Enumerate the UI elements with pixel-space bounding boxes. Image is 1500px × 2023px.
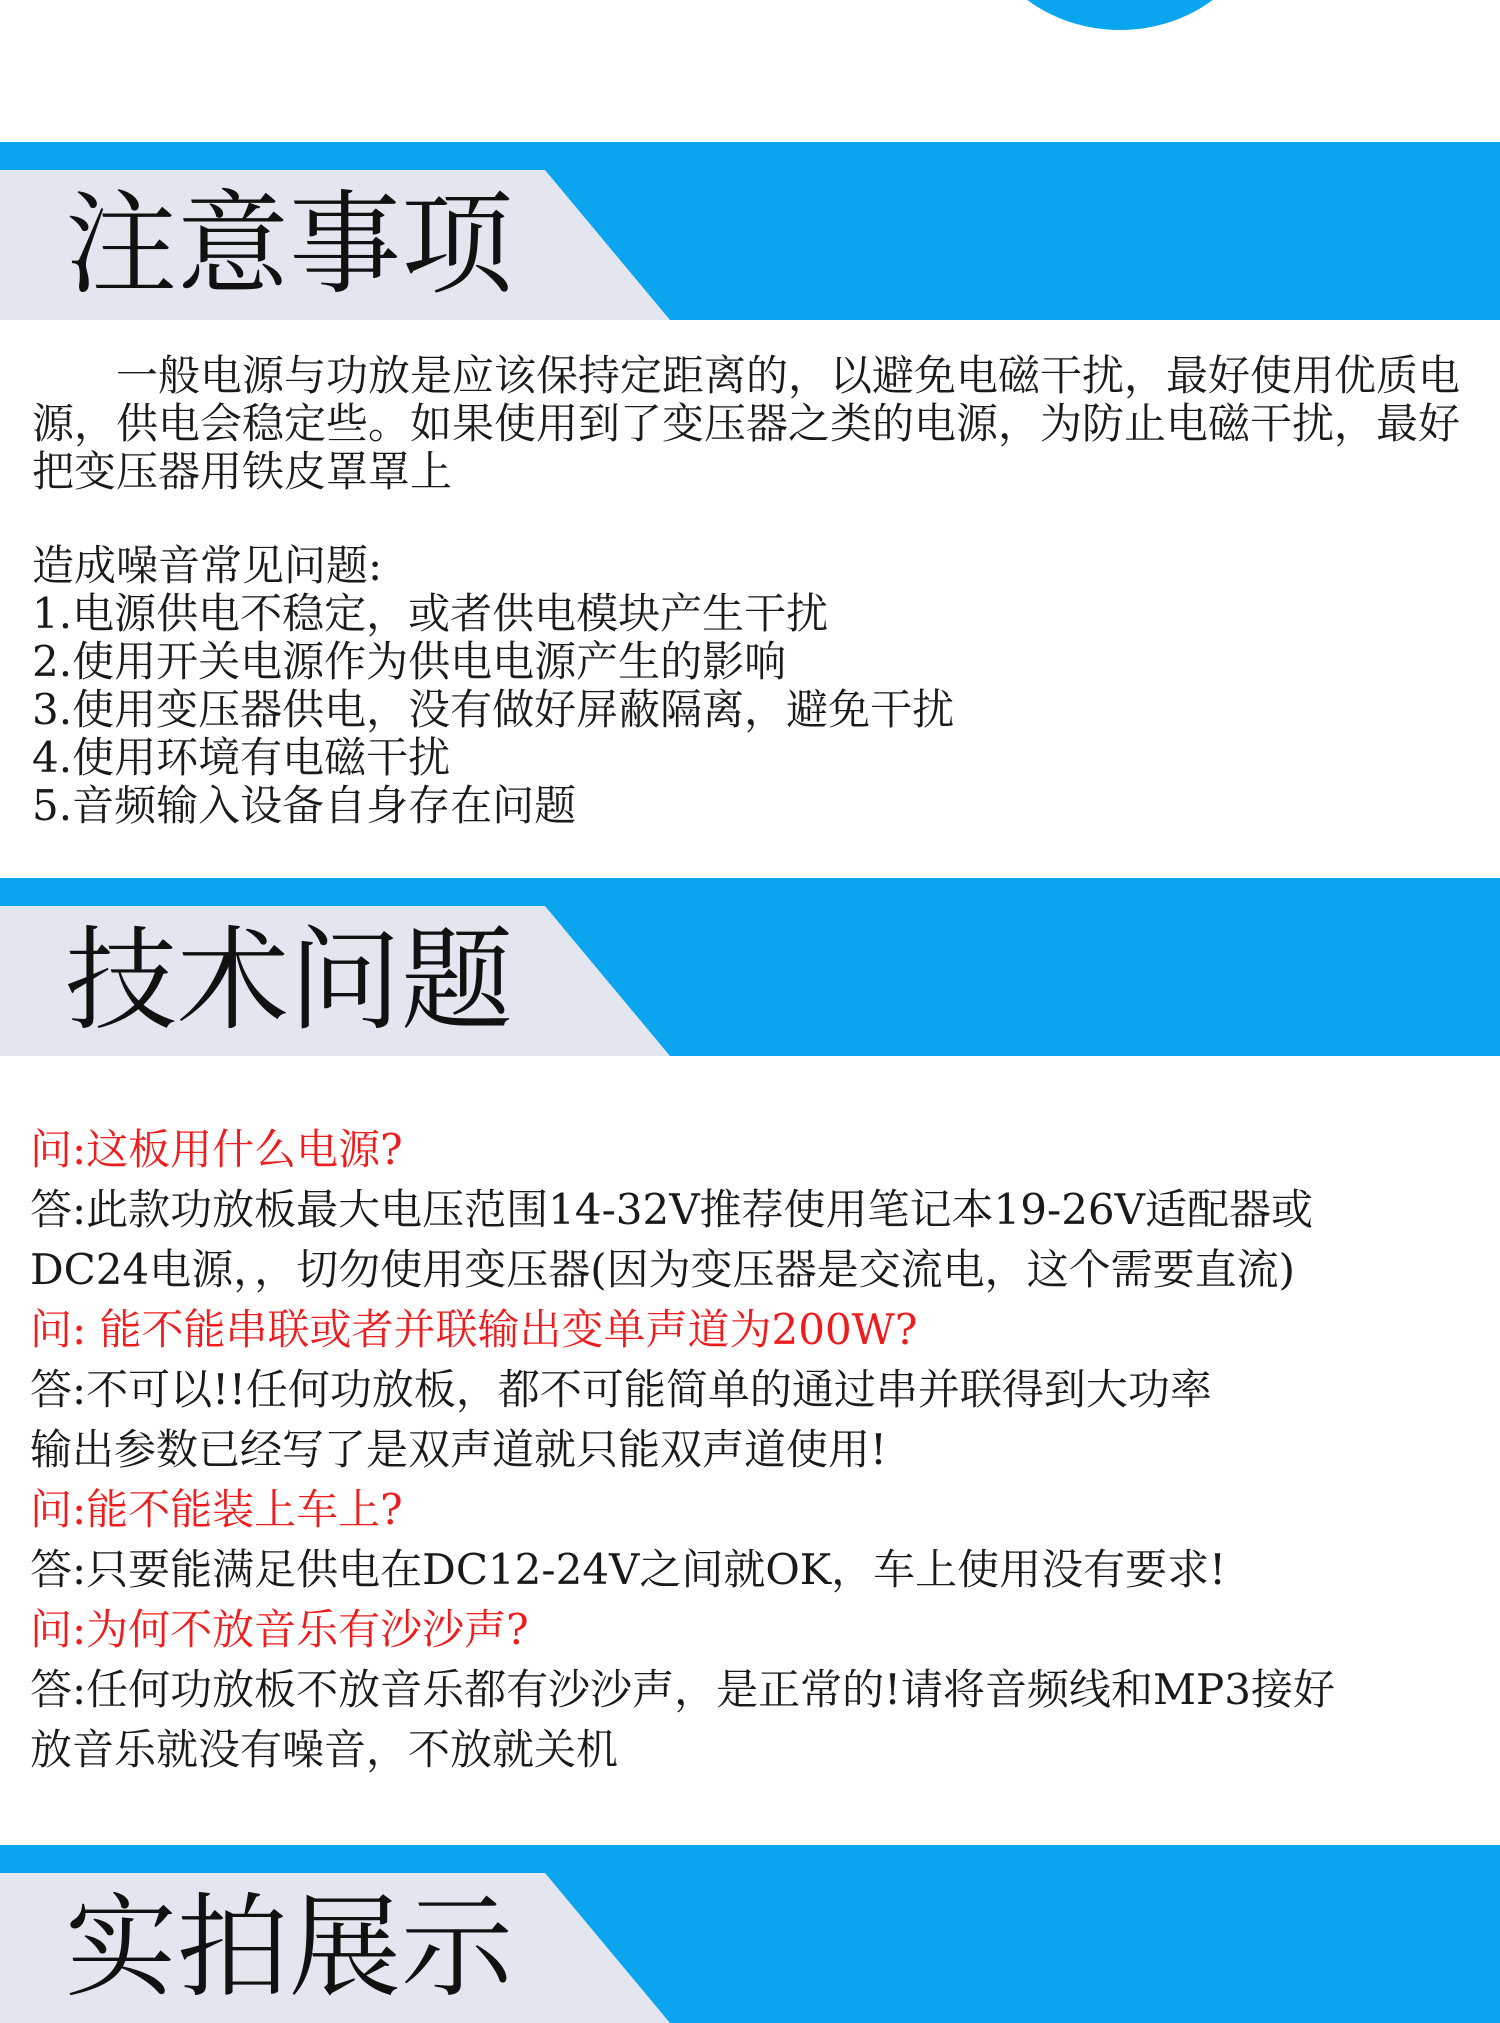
section-header-notice	[0, 142, 1500, 320]
noise-causes-title: 造成噪音常见问题:	[32, 541, 383, 590]
noise-cause-item: 5.音频输入设备自身存在问题	[32, 781, 577, 830]
faq-answer-line: 输出参数已经写了是双声道就只能双声道使用!	[30, 1425, 887, 1474]
faq-question: 问:能不能装上车上?	[30, 1485, 403, 1534]
faq-answer-line: DC24电源，，切勿使用变压器(因为变压器是交流电，这个需要直流)	[30, 1245, 1296, 1294]
section-header-photos	[0, 1845, 1500, 2023]
section-title-tech: 技术问题	[65, 916, 513, 1046]
noise-cause-item: 2.使用开关电源作为供电电源产生的影响	[32, 637, 787, 686]
faq-question: 问: 能不能串联或者并联输出变单声道为200W?	[30, 1305, 918, 1354]
faq-question: 问:这板用什么电源?	[30, 1125, 403, 1174]
notice-content	[32, 352, 1472, 830]
section-header-tech	[0, 878, 1500, 1056]
decorative-circle	[975, 0, 1265, 30]
faq-question: 问:为何不放音乐有沙沙声?	[30, 1605, 529, 1654]
section-title-photos: 实拍展示	[65, 1883, 513, 2013]
section-title-notice: 注意事项	[65, 180, 513, 310]
noise-cause-item: 1.电源供电不稳定，或者供电模块产生干扰	[32, 589, 829, 638]
faq-answer-line: 答:任何功放板不放音乐都有沙沙声，是正常的!请将音频线和MP3接好	[30, 1665, 1336, 1714]
noise-cause-item: 4.使用环境有电磁干扰	[32, 733, 451, 782]
faq-answer-line: 答:不可以!!任何功放板，都不可能简单的通过串并联得到大功率	[30, 1365, 1212, 1414]
faq-answer-line: 答:只要能满足供电在DC12-24V之间就OK，车上使用没有要求!	[30, 1545, 1227, 1594]
faq-answer-line: 答:此款功放板最大电压范围14-32V推荐使用笔记本19-26V适配器或	[30, 1185, 1313, 1234]
notice-paragraph: 一般电源与功放是应该保持定距离的，以避免电磁干扰，最好使用优质电源，供电会稳定些。如果使用到了变压器之类的电源，为防止电磁干扰，最好把变压器用铁皮罩罩上	[32, 351, 1461, 496]
noise-cause-item: 3.使用变压器供电，没有做好屏蔽隔离，避免干扰	[32, 685, 955, 734]
faq-list	[30, 1120, 1480, 1780]
faq-answer-line: 放音乐就没有噪音，不放就关机	[30, 1725, 619, 1774]
